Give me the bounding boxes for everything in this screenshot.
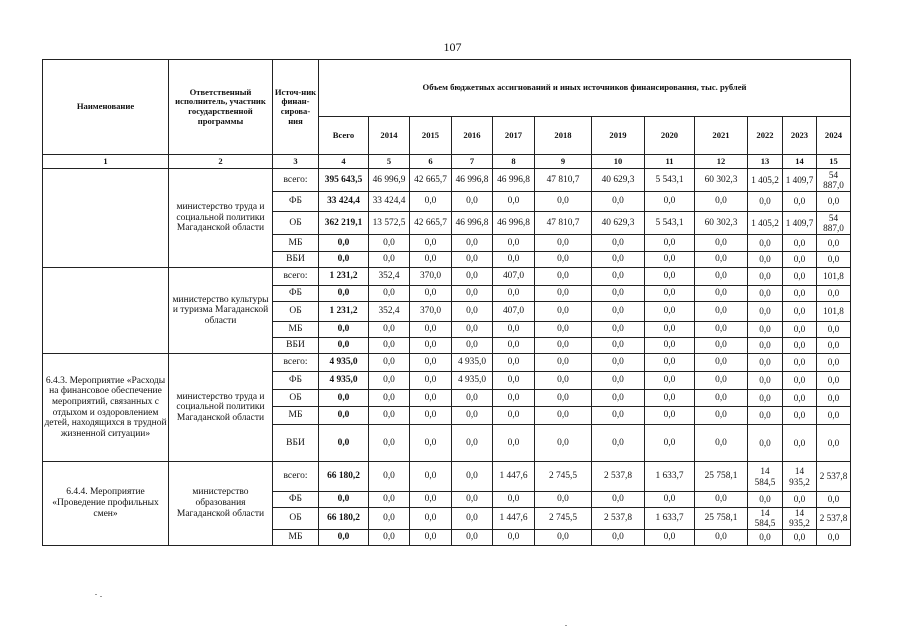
value-year: 0,0 [369,508,410,530]
value-total: 362 219,1 [319,212,369,235]
value-year: 0,0 [535,322,592,338]
value-year: 0,0 [493,338,535,354]
value-year: 0,0 [783,252,817,268]
value-year: 0,0 [410,390,452,407]
value-year: 0,0 [410,425,452,462]
value-year: 0,0 [410,462,452,492]
value-year: 0,0 [592,338,645,354]
value-year: 0,0 [535,268,592,286]
value-year: 0,0 [535,354,592,372]
measure-name: 6.4.3. Мероприятие «Расходы на финансовое обеспечение мероприятий, связанных с отдыхом и оздоровлением детей, находящихся в трудной жизненной ситуации» [43,354,169,462]
value-year: 42 665,7 [410,212,452,235]
page-number: 107 [443,40,462,54]
value-year: 0,0 [369,322,410,338]
value-year: 2 537,8 [592,462,645,492]
column-number: 5 [369,155,410,169]
value-year: 14 584,5 [748,508,783,530]
column-number: 7 [452,155,493,169]
value-year: 0,0 [493,322,535,338]
value-year: 370,0 [410,302,452,322]
value-year: 0,0 [783,425,817,462]
value-year: 0,0 [452,235,493,252]
value-year: 0,0 [452,192,493,212]
table-row [43,169,851,192]
value-year: 0,0 [452,529,493,545]
value-year: 0,0 [748,235,783,252]
value-total: 66 180,2 [319,508,369,530]
value-year: 0,0 [695,354,748,372]
value-year: 0,0 [592,192,645,212]
value-year: 0,0 [817,354,851,372]
header-executor: Ответственный исполнитель, участник государственной программы [169,60,273,155]
value-year: 0,0 [748,338,783,354]
value-total: 0,0 [319,529,369,545]
value-year: 33 424,4 [369,192,410,212]
value-year: 0,0 [369,354,410,372]
value-year: 0,0 [748,529,783,545]
value-year: 0,0 [645,492,695,508]
value-year: 101,8 [817,302,851,322]
value-year: 0,0 [452,322,493,338]
value-year: 0,0 [369,492,410,508]
header-year: 2017 [493,117,535,155]
value-year: 0,0 [410,252,452,268]
header-year: 2024 [817,117,851,155]
table-row [43,462,851,492]
value-year: 0,0 [452,425,493,462]
scan-speck [565,625,567,626]
value-year: 0,0 [783,235,817,252]
value-year: 0,0 [817,425,851,462]
funding-source: всего: [273,169,319,192]
column-number: 8 [493,155,535,169]
value-year: 0,0 [592,302,645,322]
value-year: 0,0 [783,390,817,407]
table-row [43,354,851,372]
header-year: 2021 [695,117,748,155]
value-year: 0,0 [410,235,452,252]
value-year: 0,0 [748,268,783,286]
value-year: 14 935,2 [783,462,817,492]
value-year: 0,0 [748,372,783,390]
value-year: 0,0 [535,390,592,407]
value-year: 0,0 [748,322,783,338]
column-number: 1 [43,155,169,169]
value-total: 4 935,0 [319,372,369,390]
value-year: 25 758,1 [695,508,748,530]
value-year: 42 665,7 [410,169,452,192]
value-year: 0,0 [645,268,695,286]
value-total: 0,0 [319,252,369,268]
value-year: 0,0 [783,407,817,425]
header-funding-group: Объем бюджетных ассигнований и иных источников финансирования, тыс. рублей [319,60,851,117]
value-year: 40 629,3 [592,169,645,192]
value-year: 0,0 [783,302,817,322]
value-year: 0,0 [452,390,493,407]
value-year: 0,0 [535,252,592,268]
value-year: 0,0 [493,529,535,545]
value-year: 0,0 [369,425,410,462]
column-number: 6 [410,155,452,169]
funding-source: ОБ [273,302,319,322]
value-year: 0,0 [645,322,695,338]
value-year: 407,0 [493,302,535,322]
value-year: 13 572,5 [369,212,410,235]
value-year: 0,0 [410,372,452,390]
value-year: 0,0 [645,425,695,462]
value-year: 0,0 [783,529,817,545]
value-year: 0,0 [592,235,645,252]
value-year: 0,0 [748,492,783,508]
value-year: 0,0 [748,252,783,268]
value-year: 0,0 [695,235,748,252]
value-year: 370,0 [410,268,452,286]
value-year: 101,8 [817,268,851,286]
value-year: 14 935,2 [783,508,817,530]
value-year: 0,0 [695,322,748,338]
value-year: 0,0 [493,192,535,212]
value-total: 0,0 [319,407,369,425]
funding-source: ВБИ [273,338,319,354]
value-year: 25 758,1 [695,462,748,492]
value-year: 0,0 [452,407,493,425]
value-year: 0,0 [748,354,783,372]
value-year: 47 810,7 [535,169,592,192]
value-year: 54 887,0 [817,169,851,192]
responsible-executor: министерство культуры и туризма Магаданской области [169,268,273,354]
value-year: 5 543,1 [645,169,695,192]
header-year: 2022 [748,117,783,155]
responsible-executor: министерство образования Магаданской области [169,462,273,546]
header-source: Источ-ник финан-сирова-ния [273,60,319,155]
value-year: 1 405,2 [748,212,783,235]
value-year: 0,0 [817,338,851,354]
funding-source: ОБ [273,212,319,235]
value-year: 0,0 [695,425,748,462]
value-total: 0,0 [319,286,369,302]
header-total: Всего [319,117,369,155]
value-year: 0,0 [645,252,695,268]
value-year: 0,0 [783,286,817,302]
value-year: 0,0 [817,286,851,302]
value-year: 0,0 [535,235,592,252]
value-year: 0,0 [645,338,695,354]
value-year: 0,0 [452,462,493,492]
measure-name [43,268,169,354]
value-year: 0,0 [452,492,493,508]
value-year: 0,0 [817,192,851,212]
value-year: 1 633,7 [645,462,695,492]
header-year: 2014 [369,117,410,155]
value-year: 2 537,8 [592,508,645,530]
value-year: 0,0 [695,407,748,425]
value-year: 0,0 [592,372,645,390]
value-year: 0,0 [748,286,783,302]
header-year: 2018 [535,117,592,155]
value-total: 0,0 [319,425,369,462]
value-year: 0,0 [592,252,645,268]
value-year: 1 447,6 [493,508,535,530]
value-year: 0,0 [645,372,695,390]
table-row [43,268,851,286]
value-year: 0,0 [817,407,851,425]
value-year: 40 629,3 [592,212,645,235]
value-total: 4 935,0 [319,354,369,372]
header-year: 2019 [592,117,645,155]
column-number: 2 [169,155,273,169]
value-year: 0,0 [783,268,817,286]
value-year: 2 745,5 [535,508,592,530]
value-year: 0,0 [452,268,493,286]
value-year: 0,0 [535,492,592,508]
value-year: 0,0 [410,508,452,530]
value-year: 0,0 [493,390,535,407]
value-year: 0,0 [748,192,783,212]
header-year: 2023 [783,117,817,155]
header-year: 2015 [410,117,452,155]
value-year: 0,0 [695,302,748,322]
value-year: 0,0 [748,407,783,425]
value-year: 0,0 [493,252,535,268]
value-year: 0,0 [592,492,645,508]
value-year: 0,0 [748,302,783,322]
value-year: 0,0 [592,529,645,545]
funding-source: ОБ [273,508,319,530]
value-year: 0,0 [817,492,851,508]
responsible-executor: министерство труда и социальной политики Магаданской области [169,354,273,462]
funding-source: ФБ [273,492,319,508]
value-year: 0,0 [695,372,748,390]
value-year: 0,0 [493,354,535,372]
value-year: 0,0 [783,372,817,390]
funding-source: МБ [273,322,319,338]
value-year: 4 935,0 [452,372,493,390]
value-year: 2 537,8 [817,462,851,492]
value-year: 0,0 [645,286,695,302]
value-year: 0,0 [748,425,783,462]
value-year: 407,0 [493,268,535,286]
value-year: 60 302,3 [695,212,748,235]
funding-source: МБ [273,529,319,545]
column-number: 12 [695,155,748,169]
value-year: 0,0 [369,390,410,407]
funding-source: ВБИ [273,252,319,268]
value-year: 0,0 [645,235,695,252]
value-year: 0,0 [410,338,452,354]
value-total: 1 231,2 [319,302,369,322]
value-year: 0,0 [695,390,748,407]
value-year: 0,0 [452,338,493,354]
value-year: 0,0 [452,508,493,530]
measure-name [43,169,169,268]
funding-source: ВБИ [273,425,319,462]
value-year: 1 447,6 [493,462,535,492]
value-year: 54 887,0 [817,212,851,235]
value-year: 14 584,5 [748,462,783,492]
value-year: 0,0 [783,192,817,212]
value-year: 0,0 [410,407,452,425]
value-year: 0,0 [695,252,748,268]
funding-source: ОБ [273,390,319,407]
column-number: 11 [645,155,695,169]
value-year: 0,0 [535,286,592,302]
value-year: 0,0 [535,338,592,354]
value-total: 0,0 [319,235,369,252]
measure-name: 6.4.4. Мероприятие «Проведение профильных смен» [43,462,169,546]
value-year: 0,0 [452,302,493,322]
value-year: 352,4 [369,302,410,322]
value-year: 0,0 [410,354,452,372]
value-year: 0,0 [783,322,817,338]
value-year: 0,0 [592,268,645,286]
column-number: 9 [535,155,592,169]
value-year: 2 537,8 [817,508,851,530]
value-year: 0,0 [535,407,592,425]
value-total: 0,0 [319,322,369,338]
value-year: 0,0 [592,286,645,302]
value-year: 0,0 [695,192,748,212]
funding-source: ФБ [273,192,319,212]
value-year: 0,0 [817,372,851,390]
value-year: 46 996,8 [493,212,535,235]
value-year: 0,0 [493,407,535,425]
value-year: 0,0 [695,492,748,508]
value-year: 0,0 [410,286,452,302]
value-year: 60 302,3 [695,169,748,192]
value-total: 0,0 [319,338,369,354]
value-year: 1 409,7 [783,169,817,192]
value-year: 0,0 [592,407,645,425]
value-total: 1 231,2 [319,268,369,286]
value-year: 0,0 [493,235,535,252]
value-year: 46 996,8 [452,169,493,192]
value-year: 0,0 [369,252,410,268]
scan-speck [95,594,97,595]
value-year: 0,0 [817,235,851,252]
value-year: 0,0 [535,529,592,545]
value-year: 0,0 [369,338,410,354]
scan-speck [100,596,102,597]
header-year: 2020 [645,117,695,155]
value-year: 1 405,2 [748,169,783,192]
value-year: 0,0 [695,268,748,286]
column-number: 14 [783,155,817,169]
funding-source: всего: [273,268,319,286]
value-year: 0,0 [695,529,748,545]
funding-source: ФБ [273,372,319,390]
value-year: 0,0 [592,354,645,372]
funding-source: всего: [273,462,319,492]
value-total: 395 643,5 [319,169,369,192]
value-year: 0,0 [783,338,817,354]
value-year: 4 935,0 [452,354,493,372]
value-year: 0,0 [817,390,851,407]
value-year: 0,0 [452,252,493,268]
value-year: 0,0 [592,390,645,407]
value-year: 0,0 [645,529,695,545]
value-year: 0,0 [645,407,695,425]
value-year: 0,0 [645,192,695,212]
value-year: 0,0 [452,286,493,302]
value-year: 0,0 [592,322,645,338]
value-year: 0,0 [410,192,452,212]
funding-source: всего: [273,354,319,372]
column-number: 15 [817,155,851,169]
value-year: 0,0 [817,322,851,338]
column-number: 4 [319,155,369,169]
value-year: 0,0 [369,462,410,492]
value-year: 5 543,1 [645,212,695,235]
value-year: 0,0 [645,354,695,372]
value-year: 0,0 [493,425,535,462]
value-year: 0,0 [535,425,592,462]
value-year: 0,0 [695,286,748,302]
value-year: 46 996,8 [452,212,493,235]
value-year: 0,0 [783,492,817,508]
header-name: Наименование [43,60,169,155]
value-total: 66 180,2 [319,462,369,492]
value-total: 33 424,4 [319,192,369,212]
value-year: 352,4 [369,268,410,286]
responsible-executor: министерство труда и социальной политики Магаданской области [169,169,273,268]
value-year: 0,0 [493,372,535,390]
value-year: 0,0 [410,529,452,545]
value-year: 1 633,7 [645,508,695,530]
value-year: 46 996,9 [369,169,410,192]
value-year: 0,0 [369,529,410,545]
value-total: 0,0 [319,492,369,508]
value-year: 0,0 [817,529,851,545]
value-year: 0,0 [369,372,410,390]
funding-source: МБ [273,407,319,425]
column-number: 3 [273,155,319,169]
value-year: 0,0 [535,372,592,390]
value-year: 0,0 [410,322,452,338]
value-year: 0,0 [493,286,535,302]
budget-table [42,59,851,546]
funding-source: ФБ [273,286,319,302]
value-year: 0,0 [535,302,592,322]
value-year: 0,0 [369,286,410,302]
value-year: 47 810,7 [535,212,592,235]
value-year: 2 745,5 [535,462,592,492]
value-year: 0,0 [748,390,783,407]
funding-source: МБ [273,235,319,252]
value-year: 0,0 [695,338,748,354]
value-year: 1 409,7 [783,212,817,235]
value-total: 0,0 [319,390,369,407]
value-year: 46 996,8 [493,169,535,192]
value-year: 0,0 [645,390,695,407]
value-year: 0,0 [535,192,592,212]
header-year: 2016 [452,117,493,155]
value-year: 0,0 [493,492,535,508]
column-number: 13 [748,155,783,169]
value-year: 0,0 [645,302,695,322]
value-year: 0,0 [369,235,410,252]
value-year: 0,0 [592,425,645,462]
value-year: 0,0 [783,354,817,372]
value-year: 0,0 [410,492,452,508]
value-year: 0,0 [817,252,851,268]
column-number: 10 [592,155,645,169]
value-year: 0,0 [369,407,410,425]
